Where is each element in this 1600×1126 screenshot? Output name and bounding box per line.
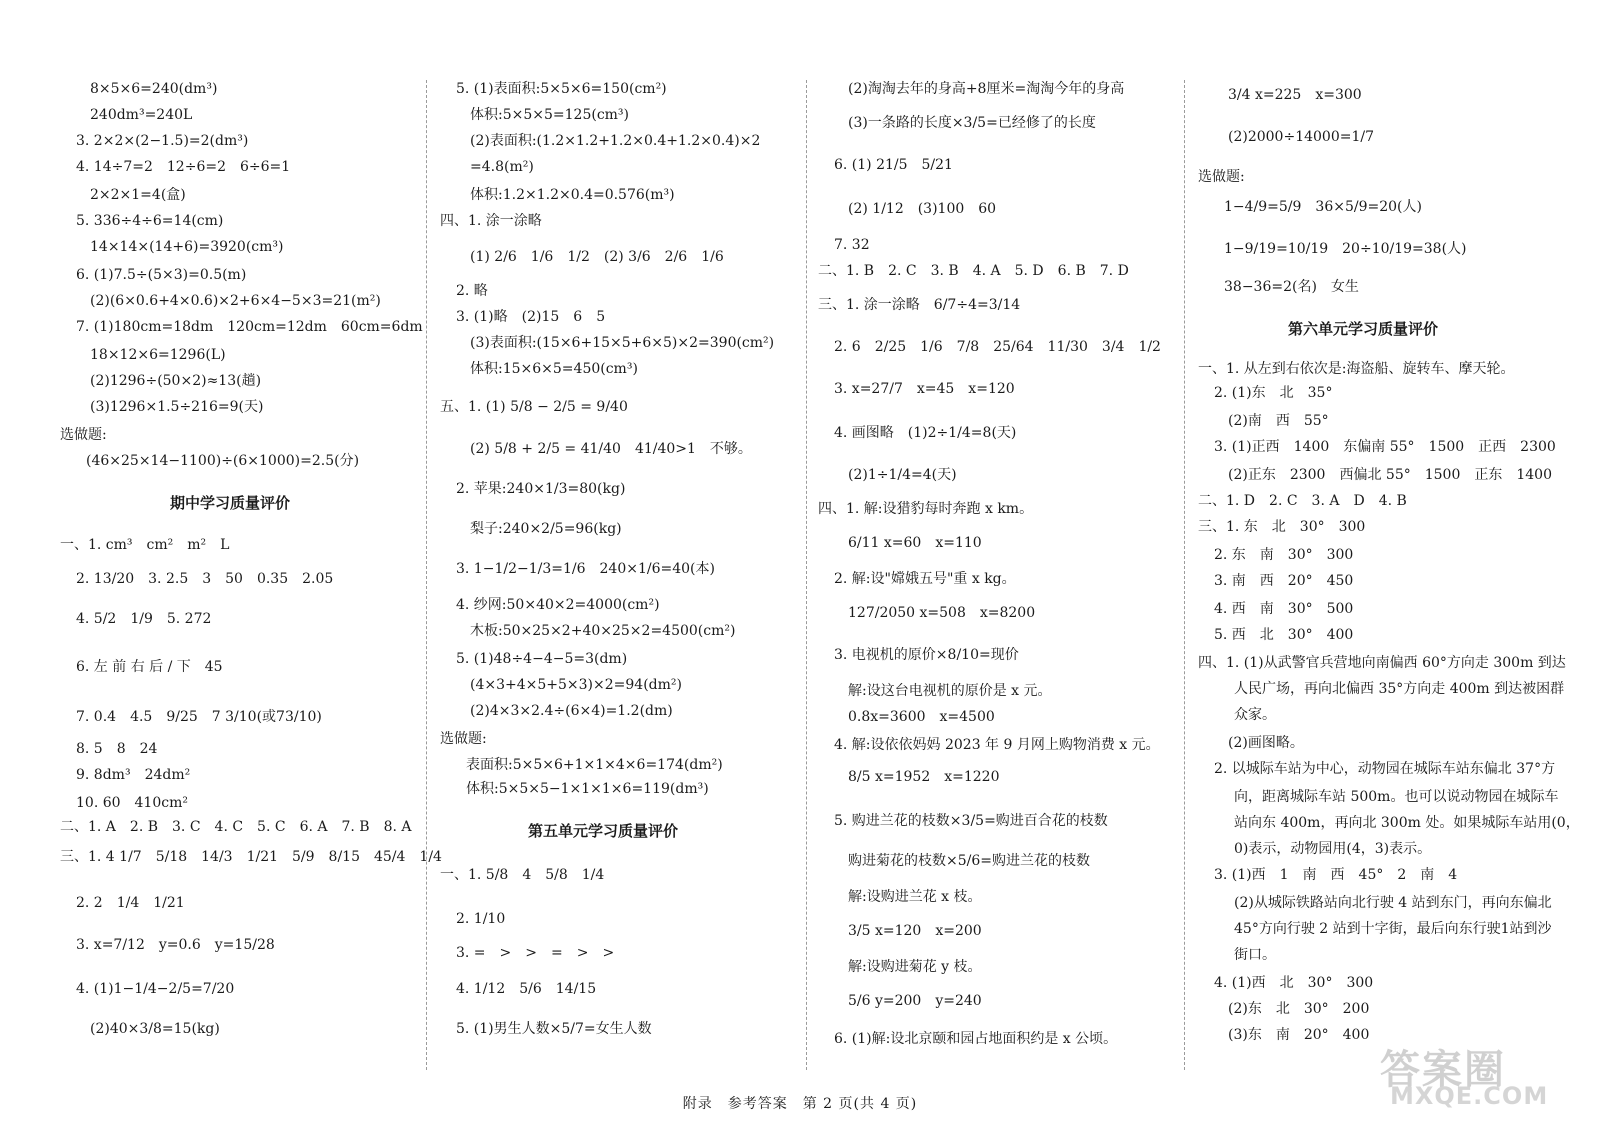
answer-line: 5/6 y=200 y=240	[848, 993, 982, 1009]
answer-line: 9. 8dm³ 24dm²	[76, 767, 191, 783]
answer-line: 众家。	[1234, 707, 1276, 723]
answer-line: 8/5 x=1952 x=1220	[848, 769, 1000, 785]
answer-line: (2)淘淘去年的身高+8厘米=淘淘今年的身高	[848, 81, 1125, 97]
answer-line: (2)东 北 30° 200	[1228, 1001, 1370, 1017]
answer-line: 240dm³=240L	[90, 107, 193, 123]
answer-line: 二、1. A 2. B 3. C 4. C 5. C 6. A 7. B 8. A	[60, 819, 412, 835]
answer-line: =4.8(m²)	[470, 159, 534, 175]
answer-line: 7. 0.4 4.5 9/25 7 3/10(或73/10)	[76, 709, 322, 725]
answer-line: 2. 13/20 3. 2.5 3 50 0.35 2.05	[76, 571, 334, 587]
answer-line: 5. 购进兰花的枝数×3/5=购进百合花的枝数	[834, 813, 1108, 829]
answer-line: 二、1. D 2. C 3. A D 4. B	[1198, 493, 1407, 509]
answer-line: 0)表示，动物园用(4，3)表示。	[1234, 841, 1432, 857]
answer-line: (2)表面积:(1.2×1.2+1.2×0.4+1.2×0.4)×2	[470, 133, 761, 149]
answer-line: 向，距离城际车站 500m。也可以说动物园在城际车	[1234, 789, 1559, 805]
answer-line: 3. (1)略 (2)15 6 5	[456, 309, 606, 325]
answer-line: 3. 电视机的原价×8/10=现价	[834, 647, 1019, 663]
answer-line: 4. 西 南 30° 500	[1214, 601, 1354, 617]
answer-line: (46×25×14−1100)÷(6×1000)=2.5(分)	[86, 453, 360, 469]
answer-line: 2×2×1=4(盒)	[90, 187, 186, 203]
answer-line: 体积:5×5×5=125(cm³)	[470, 107, 630, 123]
answer-line: 一、1. 从左到右依次是:海盗船、旋转车、摩天轮。	[1198, 361, 1515, 377]
answer-line: 选做题:	[1198, 169, 1245, 185]
answer-line: 7. 32	[834, 237, 870, 253]
answer-line: 体积:5×5×5−1×1×1×6=119(dm³)	[466, 781, 709, 797]
answer-line: (3)东 南 20° 400	[1228, 1027, 1370, 1043]
answer-line: 三、1. 涂一涂略 6/7÷4=3/14	[818, 297, 1021, 313]
answer-line: 选做题:	[440, 731, 487, 747]
watermark-logo-text: 答案圈	[1380, 1047, 1506, 1093]
answer-line: (2) 1/12 (3)100 60	[848, 201, 997, 217]
answer-line: 2. 解:设"嫦娥五号"重 x kg。	[834, 571, 1016, 587]
answer-line: 一、1. cm³ cm² m² L	[60, 537, 230, 553]
answer-line: 10. 60 410cm²	[76, 795, 188, 811]
answer-line: 三、1. 东 北 30° 300	[1198, 519, 1366, 535]
column-4	[1198, 0, 1578, 1080]
answer-line: 5. (1)48÷4−4−5=3(dm)	[456, 651, 628, 667]
answer-line: (2)(6×0.6+4×0.6)×2+6×4−5×3=21(m²)	[90, 293, 381, 309]
answer-line: 4. 解:设依依妈妈 2023 年 9 月网上购物消费 x 元。	[834, 737, 1160, 753]
answer-line: 3. (1)正西 1400 东偏南 55° 1500 正西 2300	[1214, 439, 1556, 455]
answer-line: 人民广场，再向北偏西 35°方向走 400m 到达被困群	[1234, 681, 1565, 697]
answer-line: 45°方向行驶 2 站到十字街，最后向东行驶1站到沙	[1234, 921, 1552, 937]
answer-line: 三、1. 4 1/7 5/18 14/3 1/21 5/9 8/15 45/4 1/4	[60, 849, 442, 865]
answer-line: 18×12×6=1296(L)	[90, 347, 226, 363]
answer-line: 7. (1)180cm=18dm 120cm=12dm 60cm=6dm	[76, 319, 423, 335]
answer-line: 1−9/19=10/19 20÷10/19=38(人)	[1224, 241, 1467, 257]
answer-line: 街口。	[1234, 947, 1276, 963]
answer-line: (2) 5/8 + 2/5 = 41/40 41/40>1 不够。	[470, 441, 752, 457]
column-1	[60, 0, 442, 1080]
answer-line: 4. 画图略 (1)2÷1/4=8(天)	[834, 425, 1017, 441]
section-title: 第五单元学习质量评价	[528, 822, 679, 840]
answer-line: (2)1÷1/4=4(天)	[848, 467, 957, 483]
answer-line: 3/4 x=225 x=300	[1228, 87, 1362, 103]
answer-line: (2)1296÷(50×2)≈13(趟)	[90, 373, 262, 389]
answer-line: 0.8x=3600 x=4500	[848, 709, 995, 725]
answer-line: 3. (1)西 1 南 西 45° 2 南 4	[1214, 867, 1458, 883]
answer-line: 6. 左 前 右 后 / 下 45	[76, 659, 223, 675]
answer-line: 3. = > > = > >	[456, 945, 615, 961]
answer-line: (2)从城际铁路站向北行驶 4 站到东门，再向东偏北	[1234, 895, 1552, 911]
answer-line: (1) 2/6 1/6 1/2 (2) 3/6 2/6 1/6	[470, 249, 724, 265]
answer-line: 2. 苹果:240×1/3=80(kg)	[456, 481, 626, 497]
watermark-logo	[1380, 1038, 1580, 1108]
section-title: 期中学习质量评价	[170, 494, 291, 512]
column-divider	[806, 80, 807, 1070]
answer-line: 6. (1) 21/5 5/21	[834, 157, 953, 173]
answer-line: 4. 14÷7=2 12÷6=2 6÷6=1	[76, 159, 291, 175]
column-2	[440, 0, 800, 1080]
answer-line: 14×14×(14+6)=3920(cm³)	[90, 239, 284, 255]
answer-line: (2)4×3×2.4÷(6×4)=1.2(dm)	[470, 703, 673, 719]
answer-line: 四、1. (1)从武警官兵营地向南偏西 60°方向走 300m 到达	[1198, 655, 1566, 671]
answer-line: 2. 1/10	[456, 911, 506, 927]
answer-line: 5. (1)男生人数×5/7=女生人数	[456, 1021, 652, 1037]
answer-line: 5. 336÷4÷6=14(cm)	[76, 213, 224, 229]
section-title: 第六单元学习质量评价	[1288, 320, 1439, 338]
answer-line: 3. 南 西 20° 450	[1214, 573, 1354, 589]
answer-line: (4×3+4×5+5×3)×2=94(dm²)	[470, 677, 682, 693]
answer-line: 8×5×6=240(dm³)	[90, 81, 218, 97]
answer-line: 5. 西 北 30° 400	[1214, 627, 1354, 643]
answer-line: 5. (1)表面积:5×5×6=150(cm²)	[456, 81, 667, 97]
answer-line: 6. (1)7.5÷(5×3)=0.5(m)	[76, 267, 247, 283]
answer-line: 表面积:5×5×6+1×1×4×6=174(dm²)	[466, 757, 723, 773]
answer-line: 2. 东 南 30° 300	[1214, 547, 1354, 563]
answer-line: 选做题:	[60, 427, 107, 443]
answer-line: 四、1. 解:设猎豹每时奔跑 x km。	[818, 501, 1034, 517]
answer-line: 4. (1)1−1/4−2/5=7/20	[76, 981, 235, 997]
answer-line: 站向东 400m，再向北 300m 处。如果城际车站用(0，	[1234, 815, 1580, 831]
watermark-url: MXQE.COM	[1390, 1082, 1549, 1110]
answer-line: (2)2000÷14000=1/7	[1228, 129, 1374, 145]
answer-line: 体积:15×6×5=450(cm³)	[470, 361, 638, 377]
answer-line: (2)正东 2300 西偏北 55° 1500 正东 1400	[1228, 467, 1552, 483]
answer-line: 梨子:240×2/5=96(kg)	[470, 521, 622, 537]
answer-line: 1−4/9=5/9 36×5/9=20(人)	[1224, 199, 1422, 215]
answer-line: (3)一条路的长度×3/5=已经修了的长度	[848, 115, 1096, 131]
answer-line: 8. 5 8 24	[76, 741, 158, 757]
answer-line: 4. 5/2 1/9 5. 272	[76, 611, 212, 627]
answer-line: (2)40×3/8=15(kg)	[90, 1021, 220, 1037]
answer-line: (3)表面积:(15×6+15×5+6×5)×2=390(cm²)	[470, 335, 775, 351]
answer-line: 一、1. 5/8 4 5/8 1/4	[440, 867, 605, 883]
answer-line: 6/11 x=60 x=110	[848, 535, 982, 551]
answer-line: 4. (1)西 北 30° 300	[1214, 975, 1374, 991]
answer-line: 解:设购进菊花 y 枝。	[848, 959, 982, 975]
answer-line: 购进菊花的枝数×5/6=购进兰花的枝数	[848, 853, 1090, 869]
answer-line: 2. (1)东 北 35°	[1214, 385, 1333, 401]
answer-line: 38−36=2(名) 女生	[1224, 279, 1359, 295]
answer-line: 木板:50×25×2+40×25×2=4500(cm²)	[470, 623, 736, 639]
page-footer: 附录 参考答案 第 2 页(共 4 页)	[682, 1096, 918, 1112]
answer-line: 3. x=7/12 y=0.6 y=15/28	[76, 937, 275, 953]
answer-line: 体积:1.2×1.2×0.4=0.576(m³)	[470, 187, 675, 203]
answer-line: 127/2050 x=508 x=8200	[848, 605, 1036, 621]
column-divider	[426, 80, 427, 1070]
column-3	[818, 0, 1178, 1080]
answer-line: (2)画图略。	[1228, 735, 1304, 751]
answer-line: (3)1296×1.5÷216=9(天)	[90, 399, 264, 415]
answer-line: 2. 6 2/25 1/6 7/8 25/64 11/30 3/4 1/2	[834, 339, 1161, 355]
answer-line: 3/5 x=120 x=200	[848, 923, 982, 939]
answer-line: 3. 1−1/2−1/3=1/6 240×1/6=40(本)	[456, 561, 715, 577]
answer-line: 4. 1/12 5/6 14/15	[456, 981, 597, 997]
answer-line: 四、1. 涂一涂略	[440, 213, 542, 229]
answer-line: 4. 纱网:50×40×2=4000(cm²)	[456, 597, 660, 613]
answer-line: 2. 以城际车站为中心，动物园在城际车站东偏北 37°方	[1214, 761, 1556, 777]
answer-line: 2. 2 1/4 1/21	[76, 895, 185, 911]
answer-line: 6. (1)解:设北京颐和园占地面积约是 x 公顷。	[834, 1031, 1118, 1047]
answer-line: (2)南 西 55°	[1228, 413, 1329, 429]
answer-line: 解:设购进兰花 x 枝。	[848, 889, 982, 905]
answer-line: 3. 2×2×(2−1.5)=2(dm³)	[76, 133, 249, 149]
answer-line: 2. 略	[456, 283, 488, 299]
answer-line: 3. x=27/7 x=45 x=120	[834, 381, 1015, 397]
answer-line: 五、1. (1) 5/8 − 2/5 = 9/40	[440, 399, 628, 415]
answer-line: 二、1. B 2. C 3. B 4. A 5. D 6. B 7. D	[818, 263, 1129, 279]
column-divider	[1184, 80, 1185, 1070]
answer-line: 解:设这台电视机的原价是 x 元。	[848, 683, 1052, 699]
